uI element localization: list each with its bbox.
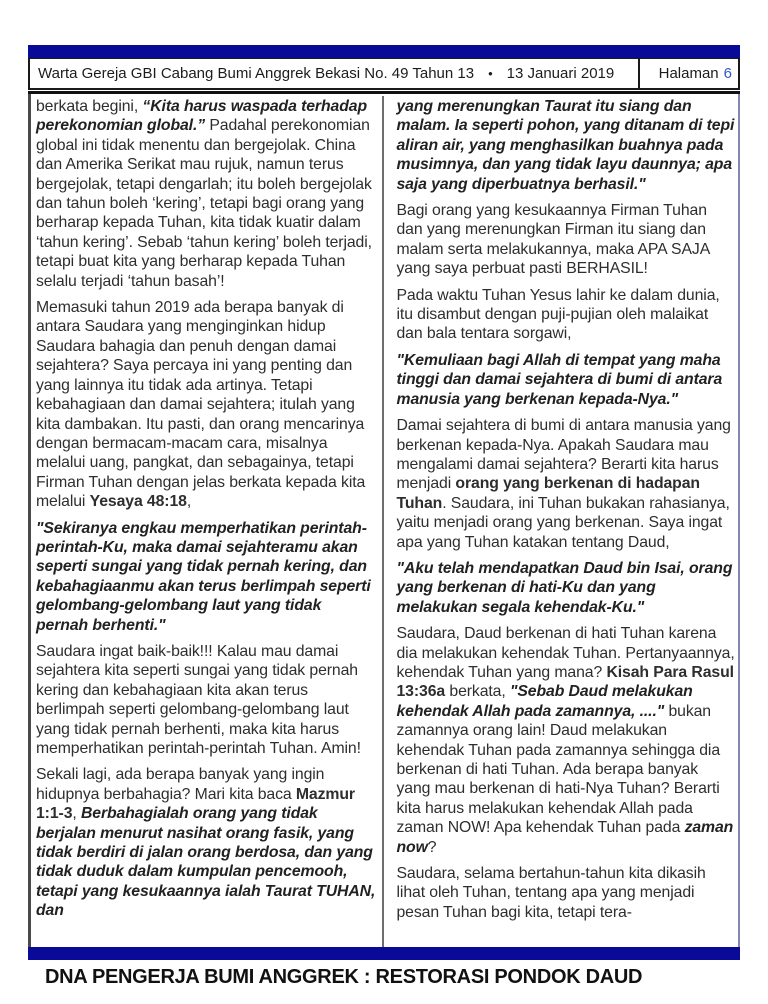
paragraph <box>36 298 376 511</box>
paragraph <box>397 416 737 552</box>
newsletter-page <box>28 0 740 989</box>
page-number: 6 <box>723 65 732 82</box>
top-navy-bar <box>28 45 740 58</box>
text-segment: “Kita harus waspada terhadap perekonomian global.” <box>36 98 367 135</box>
paragraph <box>397 624 737 857</box>
text-segment: Yesaya 48:18 <box>89 493 187 511</box>
paragraph <box>397 559 737 617</box>
text-segment: zaman now <box>396 819 734 856</box>
page-header <box>28 58 740 90</box>
text-segment: Mazmur 1:1-3 <box>36 785 355 823</box>
text-segment: Saudara, Daud berkenan di hati Tuhan karena dia melakukan kehendak Tuhan. Pertanyaannya, kehendak Tuhan yang mana? <box>396 625 735 681</box>
text-segment: Saudara ingat baik-baik!!! Kalau mau damai sejahtera kita seperti sungai yang tidak pernah kering dan kebahagiaan kita akan terus berlimpah seperti gelombang-gelombang laut yang tidak pernah berhenti, maka kita harus memperhatikan perintah-perintah Tuhan. Amin! <box>36 642 361 757</box>
page-number-label: Halaman <box>658 65 719 82</box>
paragraph <box>36 765 376 920</box>
text-segment: "Kemuliaan bagi Allah di tempat yang maha tinggi dan damai sejahtera di bumi di antara manusia yang berkenan kepada-Nya." <box>396 351 723 408</box>
paragraph <box>397 201 737 279</box>
text-segment: bukan zamannya orang lain! Daud melakukan kehendak Tuhan pada zamannya sehingga dia berkenan di hati Tuhan. Ada berapa banyak yang mau berkenan di hati-Nya Tuhan? Berarti kita harus melakukan kehendak Allah pada zaman NOW! Apa kehendak Tuhan pada <box>396 702 721 837</box>
text-segment: "Aku telah mendapatkan Daud bin Isai, orang yang berkenan di hati-Ku dan yang melakukan segala kehendak-Ku." <box>396 559 733 616</box>
text-segment: Pada waktu Tuhan Yesus lahir ke dalam dunia, itu disambut dengan puji-pujian oleh malaikat dan bala tentara sorgawi, <box>396 286 720 343</box>
text-segment: berkata, <box>445 683 510 701</box>
text-segment: Berbahagialah orang yang tidak berjalan menurut nasihat orang fasik, yang tidak berdiri di jalan orang berdosa, dan yang tidak duduk dalam kumpulan pencemooh, tetapi yang kesukaannya ialah Taurat TUHAN, dan <box>36 805 376 920</box>
text-segment: "Sebab Daud melakukan kehendak Allah pada zamannya, ...." <box>396 683 693 720</box>
text-segment: , <box>72 805 81 823</box>
bullet-separator: • <box>488 66 493 81</box>
paragraph <box>397 286 737 344</box>
text-segment: ? <box>427 838 437 856</box>
header-title-cell <box>30 59 638 88</box>
paragraph <box>36 642 376 758</box>
footer-banner: DNA PENGERJA BUMI ANGGREK : RESTORASI PONDOK DAUD <box>45 966 643 988</box>
text-segment: yang merenungkan Taurat itu siang dan malam. Ia seperti pohon, yang ditanam di tepi aliran air, yang menghasilkan buahnya pada musimnya, dan yang tidak layu daunnya; apa saja yang diperbuatnya berhasil." <box>396 98 735 193</box>
text-segment: "Sekiranya engkau memperhatikan perintah-perintah-Ku, maka damai sejahteramu akan seperti sungai yang tidak pernah kering, dan kebahagiaanmu akan terus berlimpah seperti gelombang-gelombang laut yang tidak pernah berhenti." <box>36 519 371 634</box>
text-segment: Padahal perekonomian global ini tidak menentu dan bergejolak. China dan Amerika Serikat mau rujuk, namun terus bergejolak, tetapi dengarlah; itu boleh bergejolak dan tahun boleh ‘kering’, tetapi bagi orang yang berharap kepada Tuhan, kita tidak kuatir dalam ‘tahun kering’. Sebab ‘tahun kering’ boleh terjadi, tetapi buat kita yang berharap kepada Tuhan selalu terjadi ‘tahun basah’! <box>36 117 372 290</box>
page-number-cell <box>638 59 738 88</box>
paragraph <box>36 97 376 291</box>
left-column <box>31 96 382 947</box>
text-segment: Sekali lagi, ada berapa banyak yang ingin hidupnya berbahagia? Mari kita baca <box>36 766 325 803</box>
paragraph <box>397 864 737 922</box>
text-segment: Bagi orang yang kesukaannya Firman Tuhan dan yang merenungkan Firman itu siang dan malam serta melakukannya, maka APA SAJA yang saya perbuat pasti BERHASIL! <box>396 202 710 278</box>
text-segment: Saudara, selama bertahun-tahun kita dikasih lihat oleh Tuhan, tentang apa yang menjadi pesan Tuhan bagi kita, tetapi tera- <box>396 865 706 921</box>
text-segment: . Saudara, ini Tuhan bukakan rahasianya, yaitu menjadi orang yang berkenan. Saya ingat apa yang Tuhan katakan tentang Daud, <box>396 494 730 551</box>
paragraph <box>397 97 737 194</box>
text-segment: , <box>186 493 192 511</box>
text-segment: Damai sejahtera di bumi di antara manusia yang berkenan kepada-Nya. Apakah Saudara mau mengalami damai sejahtera? Berarti kita harus menjadi <box>396 417 731 493</box>
text-segment: orang yang berkenan di hadapan Tuhan <box>396 475 700 512</box>
issue-date: 13 Januari 2019 <box>506 65 615 82</box>
text-segment: Kisah Para Rasul 13:36a <box>396 663 734 701</box>
text-segment: Memasuki tahun 2019 ada berapa banyak di antara Saudara yang menginginkan hidup Saudara bahagia dan penuh dengan damai sejahtera? Saya percaya ini yang penting dan yang lainnya itu tidak ada artinya. Tetapi kebahagiaan dan damai sejahtera; itulah yang kita dambakan. Itu pasti, dan orang mencarinya dengan bermacam-macam cara, misalnya melalui uang, pangkat, dan sebagainya, tetapi Firman Tuhan dengan jelas berkata kepada kita melalui <box>36 299 366 511</box>
text-segment: berkata begini, <box>36 98 143 115</box>
article-body <box>28 94 740 947</box>
paragraph <box>397 351 737 409</box>
newsletter-title: Warta Gereja GBI Cabang Bumi Anggrek Bekasi No. 49 Tahun 13 <box>38 65 475 82</box>
right-column <box>382 96 739 947</box>
paragraph <box>36 519 376 635</box>
bottom-navy-bar <box>28 947 740 960</box>
